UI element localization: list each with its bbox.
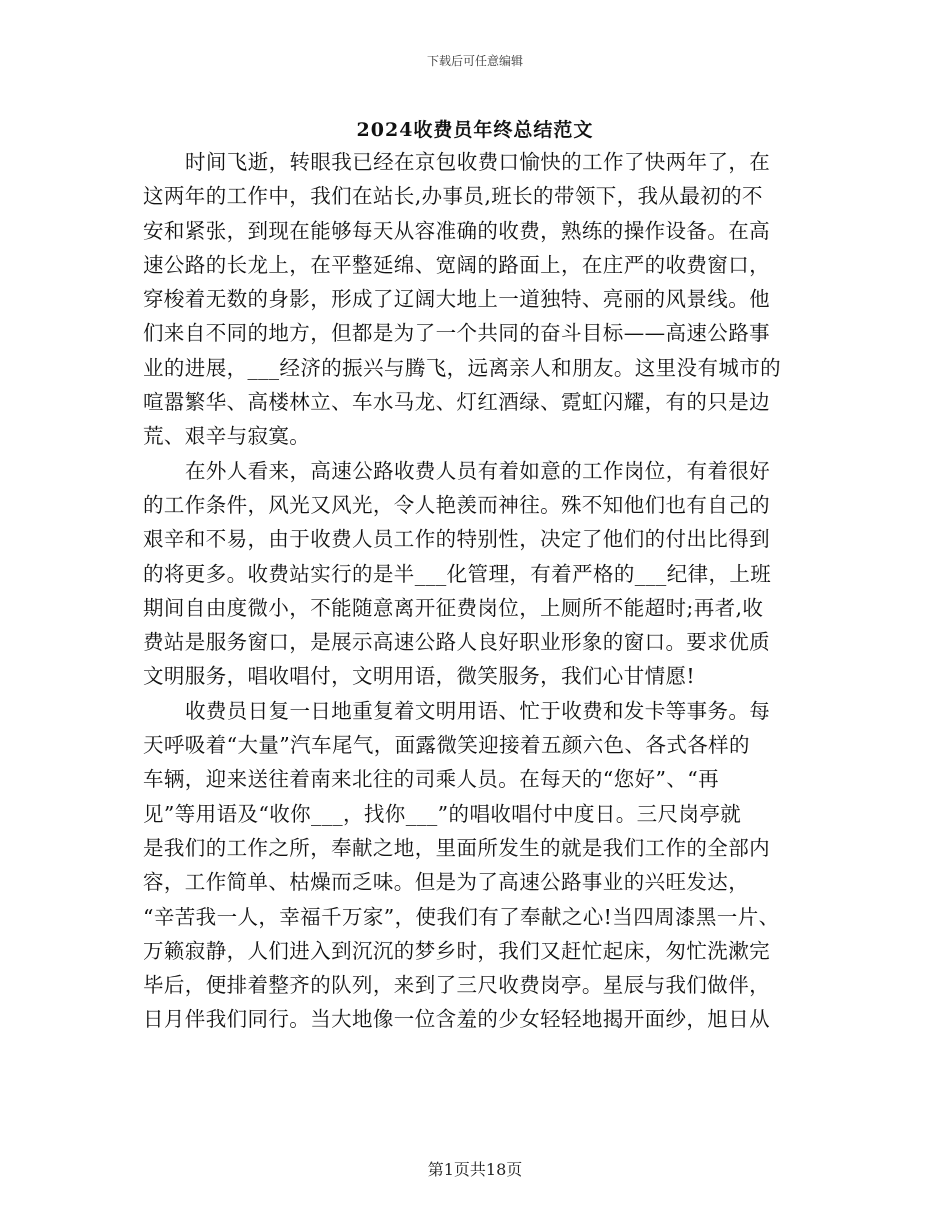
body-line: 文明服务，唱收唱付，文明用语，微笑服务，我们心甘情愿!	[143, 664, 696, 689]
document-body	[143, 145, 815, 1037]
body-line: 速公路的长龙上，在平整延绵、宽阔的路面上，在庄严的收费窗口，	[143, 252, 770, 277]
body-line: 荒、艰辛与寂寞。	[143, 424, 311, 449]
body-line: 喧嚣繁华、高楼林立、车水马龙、灯红酒绿、霓虹闪耀，有的只是边	[143, 390, 770, 415]
body-line: 期间自由度微小，不能随意离开征费岗位，上厕所不能超时;再者,收	[143, 595, 764, 620]
body-line: 容，工作简单、枯燥而乏味。但是为了高速公路事业的兴旺发达，	[143, 870, 750, 895]
body-line: 穿梭着无数的身影，形成了辽阔大地上一道独特、亮丽的风景线。他	[143, 287, 770, 312]
body-line: 安和紧张，到现在能够每天从容准确的收费，熟练的操作设备。在高	[143, 218, 770, 243]
body-line: “辛苦我一人，幸福千万家”，使我们有了奉献之心!当四周漆黑一片、	[143, 904, 780, 929]
document-title: 2024收费员年终总结范文	[356, 119, 594, 141]
body-line: 的工作条件，风光又风光，令人艳羡而神往。殊不知他们也有自己的	[143, 492, 770, 517]
body-line: 这两年的工作中，我们在站长,办事员,班长的带领下，我从最初的不	[143, 184, 763, 209]
body-line: 是我们的工作之所，奉献之地，里面所发生的就是我们工作的全部内	[143, 835, 770, 860]
page-number: 第1页共18页	[427, 1160, 523, 1179]
body-line: 费站是服务窗口，是展示高速公路人良好职业形象的窗口。要求优质	[143, 630, 770, 655]
body-line: 艰辛和不易，由于收费人员工作的特别性，决定了他们的付出比得到	[143, 527, 770, 552]
body-line: 在外人看来，高速公路收费人员有着如意的工作岗位，有着很好	[185, 458, 771, 483]
body-line: 们来自不同的地方，但都是为了一个共同的奋斗目标——高速公路事	[143, 321, 770, 346]
body-line: 见”等用语及“收你___，找你___”的唱收唱付中度日。三尺岗亭就	[143, 801, 742, 826]
body-line: 的将更多。收费站实行的是半___化管理，有着严格的___纪律，上班	[143, 561, 772, 586]
body-line: 毕后，便排着整齐的队列，来到了三尺收费岗亭。星辰与我们做伴，	[143, 973, 770, 998]
body-line: 收费员日复一日地重复着文明用语、忙于收费和发卡等事务。每	[185, 698, 771, 723]
body-line: 业的进展，___经济的振兴与腾飞，远离亲人和朋友。这里没有城市的	[143, 355, 782, 380]
body-line: 车辆，迎来送往着南来北往的司乘人员。在每天的“您好”、“再	[143, 767, 720, 792]
body-line: 时间飞逝，转眼我已经在京包收费口愉快的工作了快两年了，在	[185, 150, 771, 174]
body-line: 万籁寂静，人们进入到沉沉的梦乡时，我们又赶忙起床，匆忙洗漱完	[143, 938, 770, 963]
page-header-note: 下载后可任意编辑	[426, 54, 523, 68]
body-line: 日月伴我们同行。当大地像一位含羞的少女轻轻地揭开面纱，旭日从	[143, 1007, 770, 1032]
body-line: 天呼吸着“大量”汽车尾气，面露微笑迎接着五颜六色、各式各样的	[143, 733, 750, 758]
